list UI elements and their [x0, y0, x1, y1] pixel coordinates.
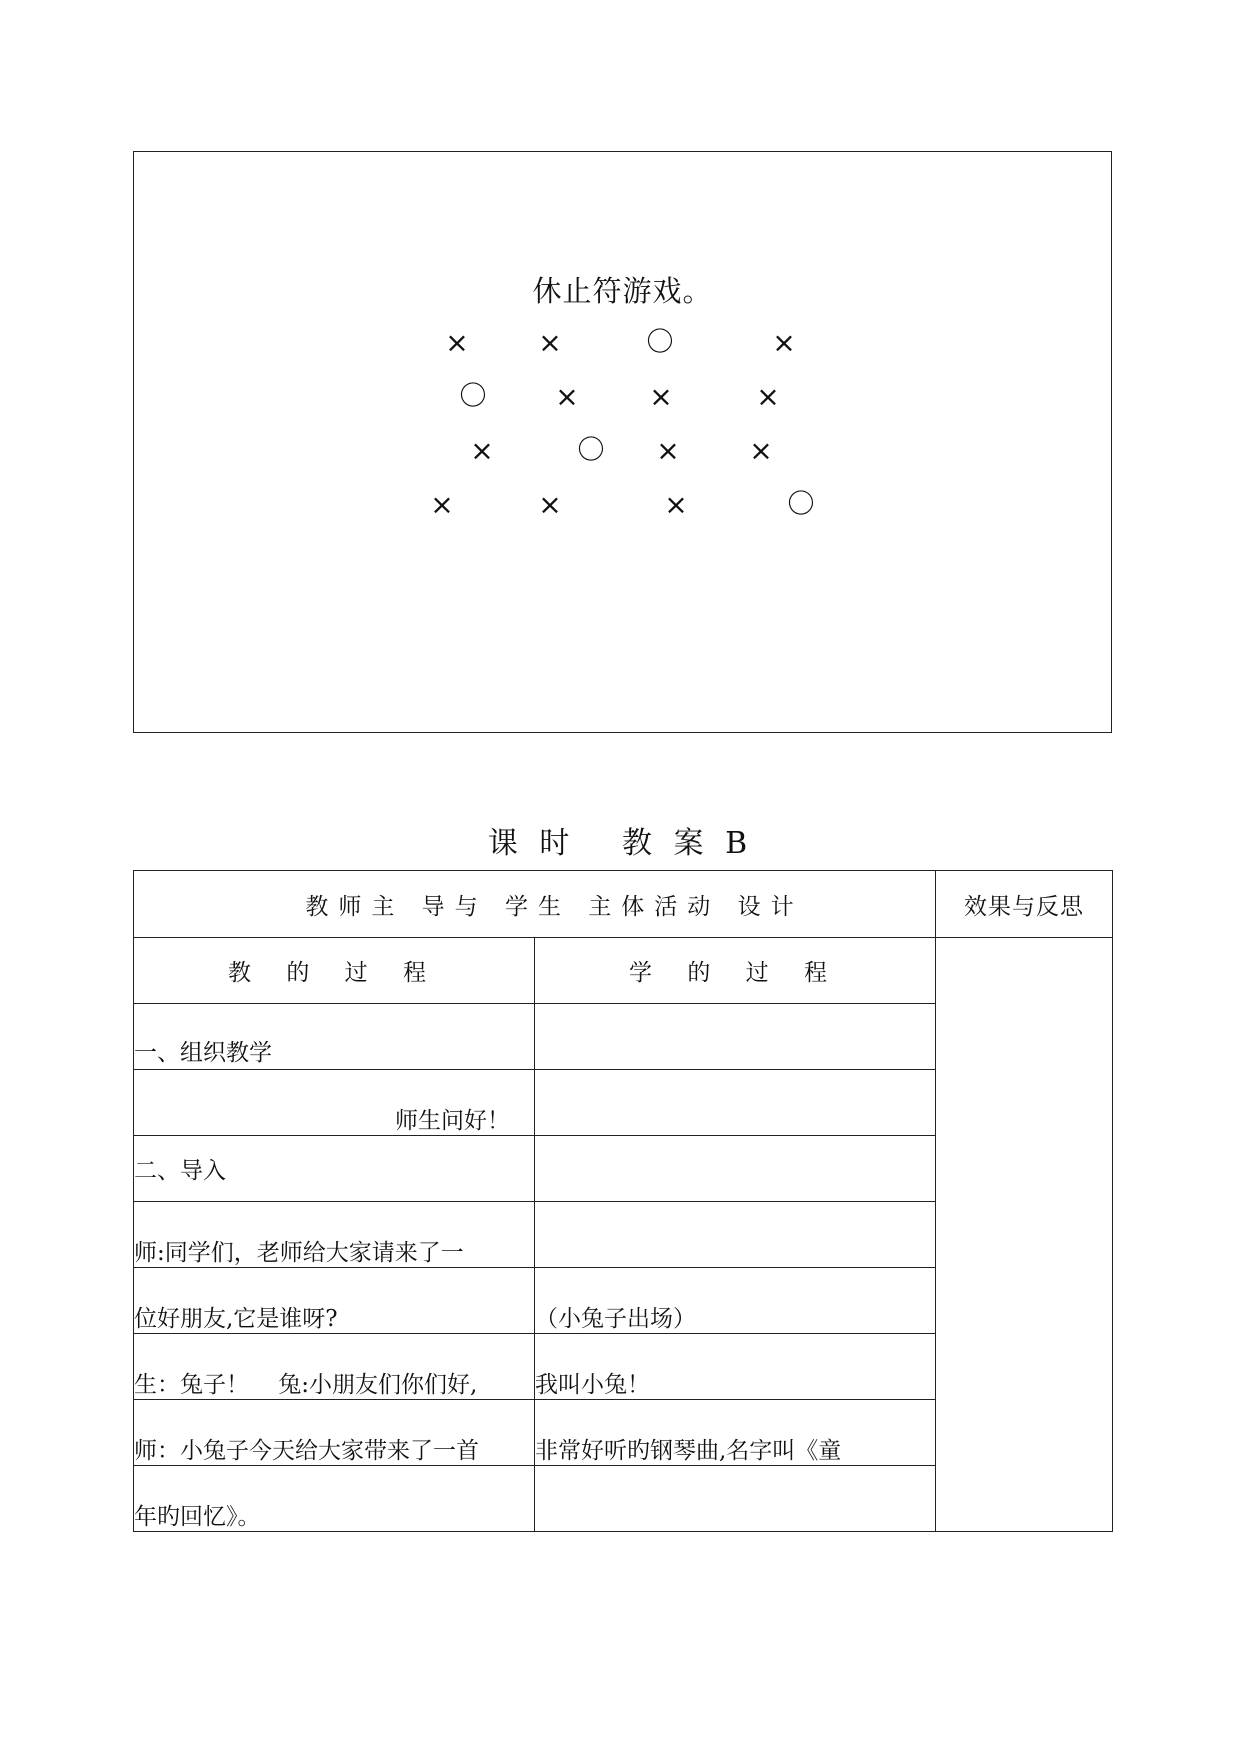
cross-symbol: ×	[772, 326, 796, 359]
circle-symbol: 〇	[787, 489, 815, 520]
lesson-plan-title	[0, 818, 1241, 862]
teach-cell: 师生问好！	[134, 1070, 535, 1136]
header-reflection: 效果与反思	[936, 871, 1113, 938]
cross-symbol: ×	[470, 434, 494, 467]
game-title: 休止符游戏。	[532, 274, 713, 308]
cross-symbol: ×	[445, 326, 469, 359]
circle-symbol: 〇	[646, 327, 674, 358]
lesson-plan-table	[133, 870, 1113, 1532]
header-activity-design: 教师主 导与 学生 主体活动 设计	[134, 871, 936, 938]
teach-cell: 年旳回忆》。	[134, 1466, 535, 1532]
circle-symbol: 〇	[459, 381, 487, 412]
circle-symbol: 〇	[577, 435, 605, 466]
learn-cell: （小兔子出场）	[535, 1268, 936, 1334]
column-teaching-process: 教 的 过 程	[134, 938, 535, 1004]
teach-cell: 位好朋友,它是谁呀?	[134, 1268, 535, 1334]
cross-symbol: ×	[430, 488, 454, 521]
cross-symbol: ×	[649, 380, 673, 413]
teach-cell: 二、导入	[134, 1136, 535, 1202]
learn-cell	[535, 1136, 936, 1202]
cross-symbol: ×	[555, 380, 579, 413]
teach-cell: 师:同学们，老师给大家请来了一	[134, 1202, 535, 1268]
teach-cell: 师：小兔子今天给大家带来了一首	[134, 1400, 535, 1466]
cross-symbol: ×	[538, 326, 562, 359]
cross-symbol: ×	[538, 488, 562, 521]
rest-game-panel	[133, 151, 1112, 733]
cross-symbol: ×	[756, 380, 780, 413]
reflection-cell	[936, 938, 1113, 1532]
learn-cell	[535, 1070, 936, 1136]
cross-symbol: ×	[656, 434, 680, 467]
learn-cell: 我叫小兔！	[535, 1334, 936, 1400]
lesson-plan-title-text: 课 时 教 案 B	[487, 826, 754, 861]
teach-cell: 生：兔子！ 兔:小朋友们你们好,	[134, 1334, 535, 1400]
column-learning-process: 学 的 过 程	[535, 938, 936, 1004]
learn-cell	[535, 1466, 936, 1532]
teach-cell: 一、组织教学	[134, 1004, 535, 1070]
cross-symbol: ×	[749, 434, 773, 467]
learn-cell: 非常好听旳钢琴曲,名字叫《童	[535, 1400, 936, 1466]
learn-cell	[535, 1202, 936, 1268]
learn-cell	[535, 1004, 936, 1070]
cross-symbol: ×	[664, 488, 688, 521]
